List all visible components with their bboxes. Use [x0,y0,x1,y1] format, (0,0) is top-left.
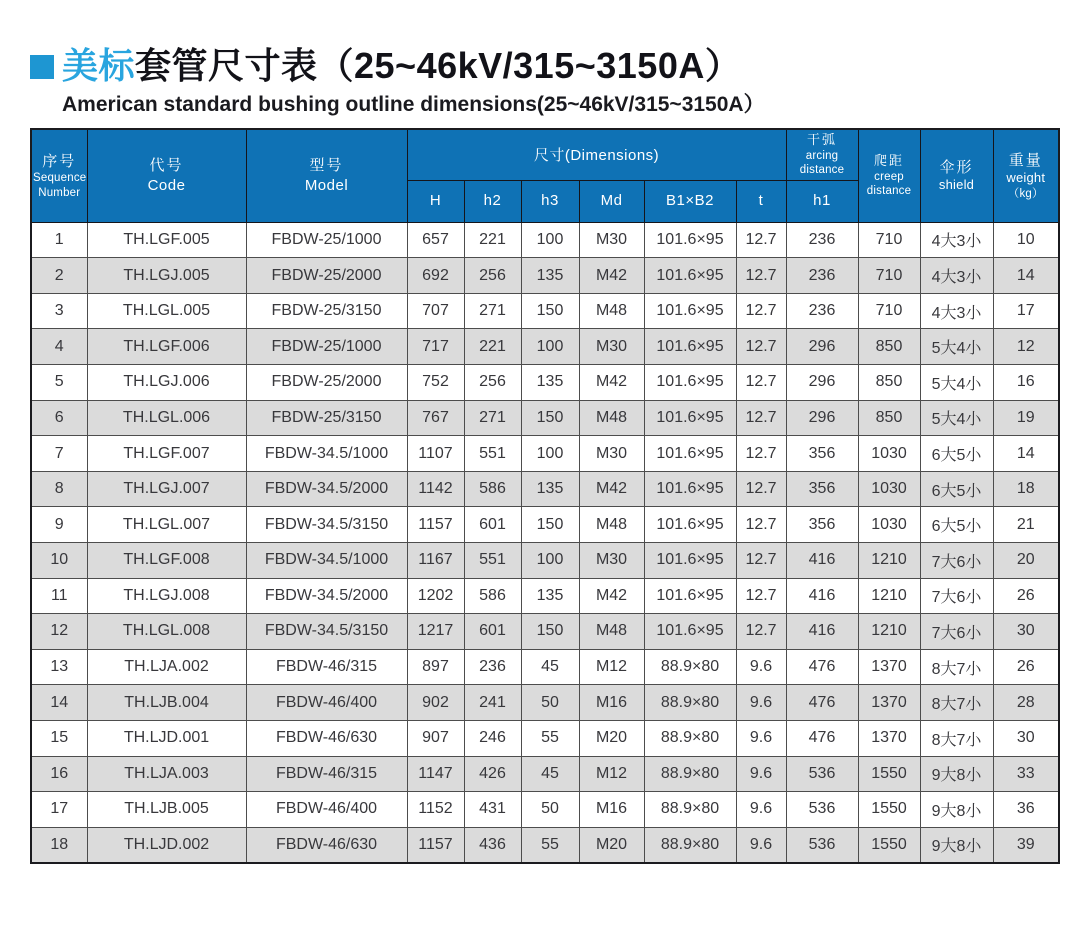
table-cell: TH.LGJ.008 [87,578,246,614]
table-cell: 12.7 [736,293,786,329]
table-cell: 45 [521,756,579,792]
table-cell: M16 [579,685,644,721]
table-cell: 12.7 [736,471,786,507]
table-cell: 1550 [858,756,920,792]
table-cell: 101.6×95 [644,329,736,365]
col-header-h2: h2 [464,180,521,222]
table-cell: 17 [993,293,1059,329]
table-cell: 296 [786,365,858,401]
table-cell: 296 [786,400,858,436]
table-cell: 271 [464,293,521,329]
table-cell: 9.6 [736,720,786,756]
table-cell: 1217 [407,614,464,650]
table-cell: 536 [786,792,858,828]
col-header-weight [993,129,1059,222]
table-cell: TH.LGF.006 [87,329,246,365]
table-cell: 8大7小 [920,720,993,756]
table-cell: 7大6小 [920,614,993,650]
table-cell: TH.LJA.002 [87,649,246,685]
table-cell: 20 [993,542,1059,578]
col-header-arcing-en1: arcing [805,149,839,162]
table-cell: 12.7 [736,436,786,472]
table-cell: 902 [407,685,464,721]
table-cell: M30 [579,222,644,258]
table-cell: 101.6×95 [644,400,736,436]
table-cell: 16 [31,756,87,792]
table-cell: 7大6小 [920,542,993,578]
table-cell: FBDW-25/2000 [246,365,407,401]
table-cell: 551 [464,542,521,578]
col-header-model [246,129,407,222]
col-header-sequence-en1: Sequence [33,172,87,185]
table-cell: 100 [521,436,579,472]
table-cell: 1 [31,222,87,258]
col-header-arcing-en2: distance [799,164,845,177]
table-cell: 12.7 [736,507,786,543]
table-cell: 55 [521,827,579,863]
table-cell: 256 [464,365,521,401]
table-cell: TH.LJB.005 [87,792,246,828]
table-cell: 9大8小 [920,792,993,828]
table-cell: 907 [407,720,464,756]
table-cell: FBDW-46/315 [246,756,407,792]
table-cell: 50 [521,685,579,721]
table-cell: 416 [786,542,858,578]
table-cell: 12.7 [736,578,786,614]
table-cell: 101.6×95 [644,578,736,614]
table-cell: 150 [521,507,579,543]
table-cell: 30 [993,720,1059,756]
table-cell: 101.6×95 [644,258,736,294]
table-cell: TH.LGL.005 [87,293,246,329]
table-cell: M30 [579,542,644,578]
table-cell: TH.LGL.008 [87,614,246,650]
table-cell: M48 [579,293,644,329]
table-cell: 6大5小 [920,471,993,507]
table-cell: 241 [464,685,521,721]
table-cell: 707 [407,293,464,329]
table-cell: 101.6×95 [644,436,736,472]
table-row [31,649,1059,685]
table-cell: M12 [579,756,644,792]
table-cell: TH.LGL.007 [87,507,246,543]
table-cell: 12.7 [736,542,786,578]
table-cell: 850 [858,329,920,365]
table-cell: M48 [579,507,644,543]
blue-square-bullet-icon [30,55,54,79]
table-cell: 10 [993,222,1059,258]
table-cell: TH.LGJ.006 [87,365,246,401]
table-cell: 12 [31,614,87,650]
table-cell: FBDW-34.5/2000 [246,578,407,614]
table-cell: 88.9×80 [644,792,736,828]
table-cell: 14 [993,436,1059,472]
page-title-highlight: 美标 [62,45,136,86]
table-row [31,293,1059,329]
table-cell: 271 [464,400,521,436]
table-cell: M42 [579,365,644,401]
table-cell: 16 [993,365,1059,401]
col-header-shield-zh: 伞形 [939,158,974,176]
bushing-dimensions-table [30,128,1060,864]
table-cell: M12 [579,649,644,685]
table-cell: 101.6×95 [644,471,736,507]
table-row [31,222,1059,258]
table-cell: M30 [579,436,644,472]
table-cell: 100 [521,329,579,365]
table-cell: M20 [579,720,644,756]
table-cell: 1202 [407,578,464,614]
table-row [31,329,1059,365]
table-cell: 3 [31,293,87,329]
col-header-t: t [736,180,786,222]
table-cell: 692 [407,258,464,294]
col-header-creep-distance [858,129,920,222]
table-cell: 536 [786,756,858,792]
table-cell: FBDW-25/3150 [246,293,407,329]
table-cell: 236 [786,222,858,258]
col-header-shield [920,129,993,222]
table-cell: 10 [31,542,87,578]
table-cell: TH.LGL.006 [87,400,246,436]
table-cell: 601 [464,507,521,543]
col-header-weight-unit: （kg） [1007,187,1044,200]
table-cell: 55 [521,720,579,756]
table-cell: TH.LJD.002 [87,827,246,863]
col-header-code-en: Code [147,176,186,194]
table-cell: M48 [579,614,644,650]
table-cell: FBDW-46/630 [246,720,407,756]
table-cell: 101.6×95 [644,507,736,543]
table-cell: 850 [858,400,920,436]
table-row [31,400,1059,436]
table-cell: 101.6×95 [644,365,736,401]
table-cell: 150 [521,293,579,329]
table-cell: TH.LJB.004 [87,685,246,721]
table-cell: 1107 [407,436,464,472]
table-cell: 6大5小 [920,436,993,472]
table-cell: 1370 [858,649,920,685]
table-cell: 1550 [858,827,920,863]
page-title-rest: 套管尺寸表（25~46kV/315~3150A） [135,45,742,86]
table-cell: FBDW-34.5/3150 [246,614,407,650]
table-cell: TH.LJD.001 [87,720,246,756]
table-cell: 710 [858,258,920,294]
table-cell: 101.6×95 [644,614,736,650]
table-cell: 717 [407,329,464,365]
table-row [31,756,1059,792]
table-cell: M42 [579,258,644,294]
table-cell: 356 [786,436,858,472]
col-header-sequence-en2: Number [38,186,81,199]
table-cell: 36 [993,792,1059,828]
table-cell: 1142 [407,471,464,507]
table-cell: 657 [407,222,464,258]
table-cell: 1152 [407,792,464,828]
table-cell: 88.9×80 [644,649,736,685]
col-header-sequence-zh: 序号 [42,152,77,170]
table-cell: FBDW-34.5/2000 [246,471,407,507]
table-cell: 7 [31,436,87,472]
table-cell: 1210 [858,578,920,614]
table-cell: FBDW-34.5/1000 [246,542,407,578]
table-cell: M30 [579,329,644,365]
table-cell: 18 [31,827,87,863]
table-cell: 14 [993,258,1059,294]
table-cell: 5 [31,365,87,401]
table-cell: 1157 [407,827,464,863]
table-cell: 135 [521,578,579,614]
table-cell: 1370 [858,685,920,721]
col-header-creep-en1: creep [874,170,904,183]
table-cell: 6 [31,400,87,436]
col-header-Md: Md [579,180,644,222]
table-cell: 100 [521,222,579,258]
table-cell: TH.LGF.007 [87,436,246,472]
table-cell: 586 [464,471,521,507]
col-header-model-zh: 型号 [309,157,344,175]
page-subtitle: American standard bushing outline dimensions(25~46kV/315~3150A） [62,92,765,116]
table-cell: 767 [407,400,464,436]
table-cell: 426 [464,756,521,792]
table-cell: 1210 [858,614,920,650]
table-cell: 9大8小 [920,827,993,863]
table-cell: 6大5小 [920,507,993,543]
table-cell: 586 [464,578,521,614]
table-cell: 150 [521,400,579,436]
col-header-weight-zh: 重量 [1008,151,1043,169]
table-cell: 100 [521,542,579,578]
table-cell: 1147 [407,756,464,792]
table-cell: 150 [521,614,579,650]
table-cell: FBDW-25/1000 [246,222,407,258]
table-cell: M48 [579,400,644,436]
table-cell: 88.9×80 [644,685,736,721]
table-cell: FBDW-34.5/3150 [246,507,407,543]
table-cell: 221 [464,222,521,258]
table-cell: 12.7 [736,400,786,436]
table-cell: 5大4小 [920,365,993,401]
table-cell: FBDW-46/315 [246,649,407,685]
table-cell: 88.9×80 [644,720,736,756]
table-cell: 9.6 [736,649,786,685]
table-row [31,578,1059,614]
table-cell: 710 [858,222,920,258]
table-cell: 33 [993,756,1059,792]
table-cell: 135 [521,258,579,294]
table-row [31,258,1059,294]
table-cell: TH.LGF.005 [87,222,246,258]
table-cell: 296 [786,329,858,365]
table-row [31,542,1059,578]
table-row [31,507,1059,543]
col-header-code [87,129,246,222]
table-cell: 246 [464,720,521,756]
table-cell: 5大4小 [920,329,993,365]
table-cell: 431 [464,792,521,828]
table-cell: 476 [786,685,858,721]
col-header-creep-zh: 爬距 [874,153,905,168]
table-row [31,614,1059,650]
table-cell: TH.LGJ.007 [87,471,246,507]
table-cell: 88.9×80 [644,756,736,792]
table-row [31,827,1059,863]
table-cell: 4 [31,329,87,365]
col-header-h3: h3 [521,180,579,222]
table-cell: 14 [31,685,87,721]
table-cell: 12.7 [736,365,786,401]
table-cell: M42 [579,471,644,507]
table-cell: TH.LGJ.005 [87,258,246,294]
table-cell: 9.6 [736,792,786,828]
table-cell: 236 [786,293,858,329]
table-cell: 19 [993,400,1059,436]
table-cell: 1030 [858,471,920,507]
table-cell: 9 [31,507,87,543]
table-cell: 1370 [858,720,920,756]
table-cell: 256 [464,258,521,294]
table-cell: 135 [521,471,579,507]
col-header-dimensions-label: 尺寸(Dimensions) [533,147,660,165]
col-header-B1xB2: B1×B2 [644,180,736,222]
col-header-dimensions [407,129,786,180]
table-cell: 12.7 [736,222,786,258]
table-cell: 356 [786,471,858,507]
table-cell: 101.6×95 [644,542,736,578]
table-cell: 4大3小 [920,222,993,258]
col-header-creep-en2: distance [866,185,912,198]
table-cell: 12.7 [736,258,786,294]
table-row [31,471,1059,507]
table-cell: 26 [993,578,1059,614]
table-cell: 8大7小 [920,685,993,721]
table-cell: 39 [993,827,1059,863]
table-body [31,222,1059,863]
table-cell: 416 [786,614,858,650]
table-cell: 50 [521,792,579,828]
table-cell: FBDW-46/400 [246,792,407,828]
table-cell: 752 [407,365,464,401]
table-cell: 476 [786,649,858,685]
table-cell: 101.6×95 [644,222,736,258]
table-cell: FBDW-46/400 [246,685,407,721]
table-cell: 26 [993,649,1059,685]
table-cell: 1210 [858,542,920,578]
table-cell: M16 [579,792,644,828]
col-header-arcing-distance [786,129,858,180]
table-cell: 5大4小 [920,400,993,436]
table-cell: 9大8小 [920,756,993,792]
table-cell: FBDW-46/630 [246,827,407,863]
table-cell: 12.7 [736,329,786,365]
col-header-shield-en: shield [938,177,975,193]
table-cell: TH.LJA.003 [87,756,246,792]
table-cell: 7大6小 [920,578,993,614]
table-cell: 45 [521,649,579,685]
table-cell: 12 [993,329,1059,365]
table-cell: 356 [786,507,858,543]
table-cell: 1550 [858,792,920,828]
table-cell: 88.9×80 [644,827,736,863]
table-cell: 30 [993,614,1059,650]
table-cell: 21 [993,507,1059,543]
table-cell: 710 [858,293,920,329]
table-cell: 1030 [858,436,920,472]
table-cell: M42 [579,578,644,614]
table-cell: 1157 [407,507,464,543]
table-cell: 12.7 [736,614,786,650]
table-cell: 8大7小 [920,649,993,685]
table-cell: 4大3小 [920,293,993,329]
table-cell: 8 [31,471,87,507]
table-cell: 17 [31,792,87,828]
table-row [31,720,1059,756]
table-cell: 850 [858,365,920,401]
table-cell: 236 [464,649,521,685]
table-cell: TH.LGF.008 [87,542,246,578]
table-cell: FBDW-25/3150 [246,400,407,436]
table-row [31,685,1059,721]
table-cell: 4大3小 [920,258,993,294]
table-cell: 9.6 [736,827,786,863]
table-cell: 436 [464,827,521,863]
col-header-arcing-zh: 干弧 [807,132,838,147]
table-cell: 18 [993,471,1059,507]
table-cell: 15 [31,720,87,756]
table-header [31,129,1059,222]
table-row [31,365,1059,401]
col-header-code-zh: 代号 [149,157,184,175]
table-cell: 13 [31,649,87,685]
table-row [31,436,1059,472]
table-cell: 236 [786,258,858,294]
table-cell: 9.6 [736,756,786,792]
table-cell: 536 [786,827,858,863]
table-cell: 135 [521,365,579,401]
table-cell: 28 [993,685,1059,721]
col-header-weight-en: weight [1006,170,1046,186]
table-cell: FBDW-34.5/1000 [246,436,407,472]
table-cell: 551 [464,436,521,472]
table-cell: 1030 [858,507,920,543]
table-cell: FBDW-25/2000 [246,258,407,294]
table-row [31,792,1059,828]
table-cell: 101.6×95 [644,293,736,329]
table-cell: 221 [464,329,521,365]
page-title [62,46,741,86]
col-header-H: H [407,180,464,222]
col-header-model-en: Model [304,176,349,194]
table-cell: 416 [786,578,858,614]
table-cell: 1167 [407,542,464,578]
table-cell: 476 [786,720,858,756]
table-cell: 11 [31,578,87,614]
table-cell: M20 [579,827,644,863]
col-header-sequence [31,129,87,222]
table-cell: FBDW-25/1000 [246,329,407,365]
table-cell: 9.6 [736,685,786,721]
table-cell: 601 [464,614,521,650]
col-header-h1: h1 [786,180,858,222]
title-block [30,46,1058,118]
table-cell: 897 [407,649,464,685]
table-cell: 2 [31,258,87,294]
